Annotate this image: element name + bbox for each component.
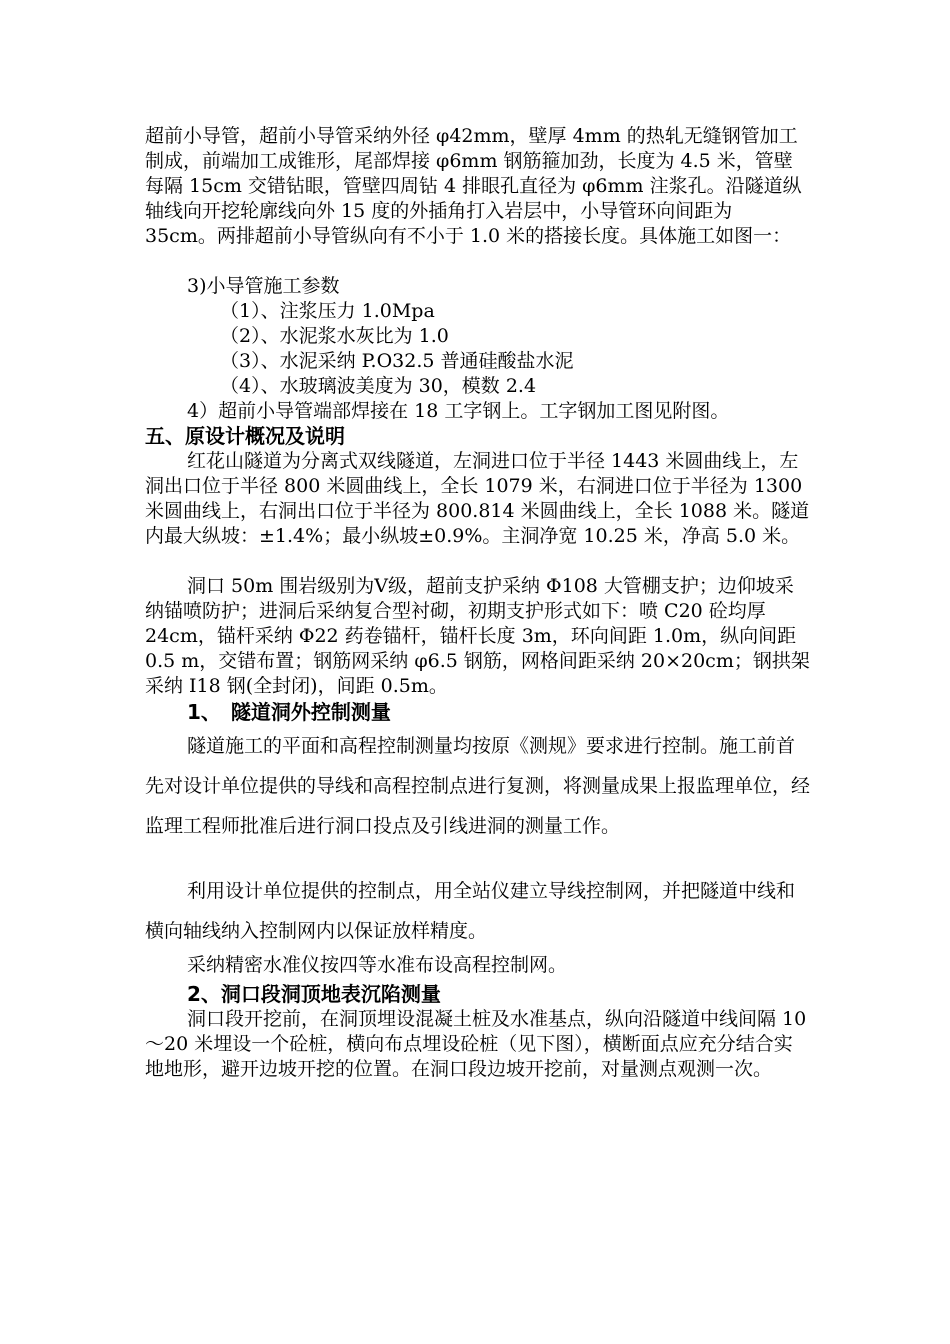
param-item-3: （3）、水泥采纳 P.O32.5 普通硅酸盐水泥 — [220, 350, 574, 372]
paragraph-settlement: 洞口段开挖前，在洞顶埋设混凝土桩及水准基点，纵向沿隧道中线间隔 10～20 米埋设一个砼桩，横向布点埋设砼桩（见下图），横断面点应充分结合实地地形，避开边坡开挖的位置。在洞口段边坡开挖前，对量测点观测一次。 — [145, 1008, 807, 1080]
subsection-heading-2: 2、洞口段洞顶地表沉陷测量 — [187, 982, 441, 1006]
section-heading-5: 五、原设计概况及说明 — [145, 424, 345, 448]
param-item-4: （4）、水玻璃波美度为 30，模数 2.4 — [220, 375, 537, 397]
paragraph-survey-3: 采纳精密水准仪按四等水准布设高程控制网。 — [187, 954, 568, 976]
paragraph-intro: 超前小导管，超前小导管采纳外径 φ42mm，壁厚 4mm 的热轧无缝钢管加工制成，前端加工成锥形，尾部焊接 φ6mm 钢筋箍加劲，长度为 4.5 米，管壁每隔 15cm 交错钻眼，管壁四周钻 4 排眼孔直径为 φ6mm 注浆孔。沿隧道纵轴线向开挖轮廓线向外 15 度的外插角打入岩层中，小导管环向间距为 35cm。两排超前小导管纵向有不小于 1.0 米的搭接长度。具体施工如图一： — [145, 125, 802, 247]
subsection-heading-1: 1、 隧道洞外控制测量 — [187, 700, 391, 724]
param-item-1: （1）、注浆压力 1.0Mpa — [220, 300, 435, 322]
param-item-2: （2）、水泥浆水灰比为 1.0 — [220, 325, 449, 347]
paragraph-survey-1: 隧道施工的平面和高程控制测量均按原《测规》要求进行控制。施工前首先对设计单位提供的导线和高程控制点进行复测，将测量成果上报监理单位，经监理工程师批准后进行洞口投点及引线进洞的测量工作。 — [145, 735, 811, 837]
paragraph-overview-2: 洞口 50m 围岩级别为Ⅴ级，超前支护采纳 Φ108 大管棚支护；边仰坡采纳锚喷防护；进洞后采纳复合型衬砌，初期支护形式如下：喷 C20 砼均厚 24cm，锚杆采纳 Φ22 药卷锚杆，锚杆长度 3m，环向间距 1.0m，纵向间距 0.5 m，交错布置；钢筋网采纳 φ6.5 钢筋，网格间距采纳 20×20cm；钢拱架采纳 I18 钢(全封闭)，间距 0.5m。 — [145, 575, 810, 697]
paragraph-item4: 4）超前小导管端部焊接在 18 工字钢上。工字钢加工图见附图。 — [187, 400, 730, 422]
paragraph-survey-2: 利用设计单位提供的控制点，用全站仪建立导线控制网，并把隧道中线和横向轴线纳入控制网内以保证放样精度。 — [145, 880, 796, 942]
paragraph-overview-1: 红花山隧道为分离式双线隧道，左洞进口位于半径 1443 米圆曲线上，左洞出口位于半径 800 米圆曲线上，全长 1079 米，右洞进口位于半径为 1300 米圆曲线上，右洞出口位于半径为 800.814 米圆曲线上，全长 1088 米。隧道内最大纵坡：±1.4%；最小纵坡±0.9%。主洞净宽 10.25 米，净高 5.0 米。 — [145, 450, 810, 547]
params-title: 3)小导管施工参数 — [187, 275, 340, 297]
